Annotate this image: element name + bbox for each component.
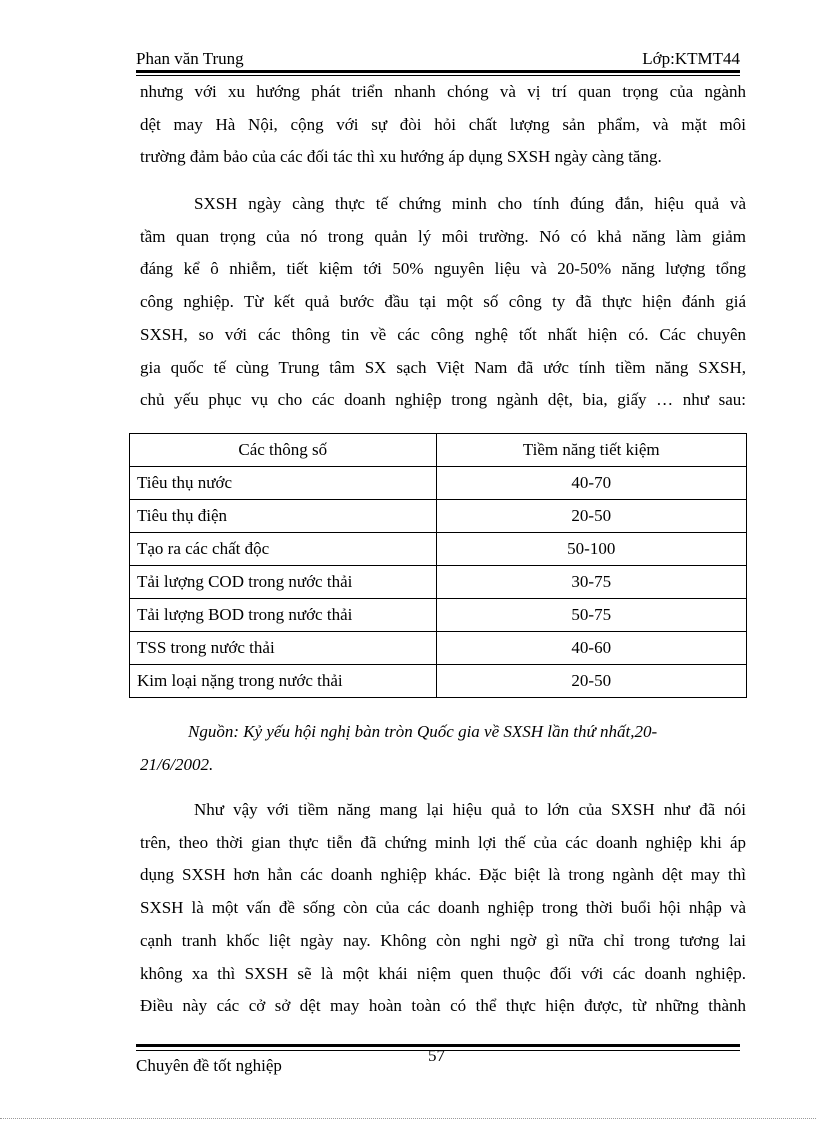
source-citation [140, 716, 746, 781]
table-cell-parameter: TSS trong nước thải [130, 632, 437, 665]
table-header-row [130, 434, 747, 467]
paragraph-line: công nghiệp. Từ kết quả bước đầu tại một số công ty đã thực hiện đánh giá [140, 292, 746, 312]
paragraph-line: Điều này các cở sở dệt may hoàn toàn có thể thực hiện được, từ những thành [140, 996, 746, 1016]
table-cell-value: 50-75 [436, 599, 747, 632]
table-row [130, 566, 747, 599]
table-cell-value: 50-100 [436, 533, 747, 566]
table-cell-value: 40-60 [436, 632, 747, 665]
table-row [130, 500, 747, 533]
header-class: Lớp:KTMT44 [642, 49, 740, 68]
paragraph-1 [140, 76, 746, 174]
paragraph-line: đáng kể ô nhiễm, tiết kiệm tới 50% nguyên liệu và 20-50% năng lượng tổng [140, 259, 746, 279]
table-row [130, 665, 747, 698]
table-header-cell: Các thông số [130, 434, 437, 467]
paragraph-line: dệt may Hà Nội, cộng với sự đòi hỏi chất lượng sản phẩm, và mặt môi [140, 114, 746, 134]
table-cell-parameter: Tải lượng COD trong nước thải [130, 566, 437, 599]
table-header-cell: Tiềm năng tiết kiệm [436, 434, 747, 467]
table-row [130, 467, 747, 500]
paragraph-line: không xa thì SXSH sẽ là một khái niệm quen thuộc đối với các doanh nghiệp. [140, 963, 746, 983]
paragraph-line: chủ yếu phục vụ cho các doanh nghiệp trong ngành dệt, bia, giấy … như sau: [140, 390, 746, 410]
table-row [130, 533, 747, 566]
table-cell-value: 20-50 [436, 665, 747, 698]
table-row [130, 599, 747, 632]
paragraph-line: tầm quan trọng của nó trong quản lý môi trường. Nó có khả năng làm giảm [140, 226, 746, 246]
table-row [130, 632, 747, 665]
paragraph-line: Như vậy với tiềm năng mang lại hiệu quả to lớn của SXSH như đã nói [194, 800, 746, 819]
table-cell-parameter: Tạo ra các chất độc [130, 533, 437, 566]
paragraph-line: SXSH là một vấn đề sống còn của các doanh nghiệp trong thời buổi hội nhập và [140, 898, 746, 918]
savings-potential-table [129, 433, 747, 698]
table-cell-parameter: Kim loại nặng trong nước thải [130, 665, 437, 698]
table-cell-value: 30-75 [436, 566, 747, 599]
paragraph-line: trường đảm bảo của các đối tác thì xu hướng áp dụng SXSH ngày càng tăng. [140, 147, 662, 167]
paragraph-line: SXSH ngày càng thực tế chứng minh cho tính đúng đắn, hiệu quả và [194, 194, 746, 213]
paragraph-line: nhưng với xu hướng phát triển nhanh chóng và vị trí quan trọng của ngành [140, 82, 746, 101]
paragraph-line: dụng SXSH hơn hẳn các doanh nghiệp khác. Đặc biệt là trong ngành dệt may thì [140, 865, 746, 885]
table-cell-parameter: Tải lượng BOD trong nước thải [130, 599, 437, 632]
page-header [136, 49, 740, 69]
page-bottom-dotted-border [0, 1118, 816, 1119]
paragraph-3 [140, 794, 746, 1023]
paragraph-line: trên, theo thời gian thực tiễn đã chứng minh lợi thế của các doanh nghiệp khi áp [140, 832, 746, 852]
paragraph-2 [140, 188, 746, 417]
table-cell-parameter: Tiêu thụ nước [130, 467, 437, 500]
table-cell-value: 40-70 [436, 467, 747, 500]
table-cell-parameter: Tiêu thụ điện [130, 500, 437, 533]
footer-title: Chuyên đề tốt nghiệp [136, 1056, 282, 1075]
header-author: Phan văn Trung [136, 49, 244, 68]
table-cell-value: 20-50 [436, 500, 747, 533]
paragraph-line: cạnh tranh khốc liệt ngày nay. Không còn nghi ngờ gì nữa chỉ trong tương lai [140, 930, 746, 950]
paragraph-line: gia quốc tế cùng Trung tâm SX sạch Việt Nam đã ước tính tiềm năng SXSH, [140, 357, 746, 377]
source-line-1: Nguồn: Kỷ yếu hội nghị bàn tròn Quốc gia về SXSH lần thứ nhất,20- [188, 722, 658, 741]
page-number: 57 [428, 1046, 445, 1065]
paragraph-line: SXSH, so với các thông tin về các công nghệ tốt nhất hiện có. Các chuyên [140, 324, 746, 344]
header-rule-thick [136, 70, 740, 73]
source-line-2: 21/6/2002. [140, 754, 214, 774]
